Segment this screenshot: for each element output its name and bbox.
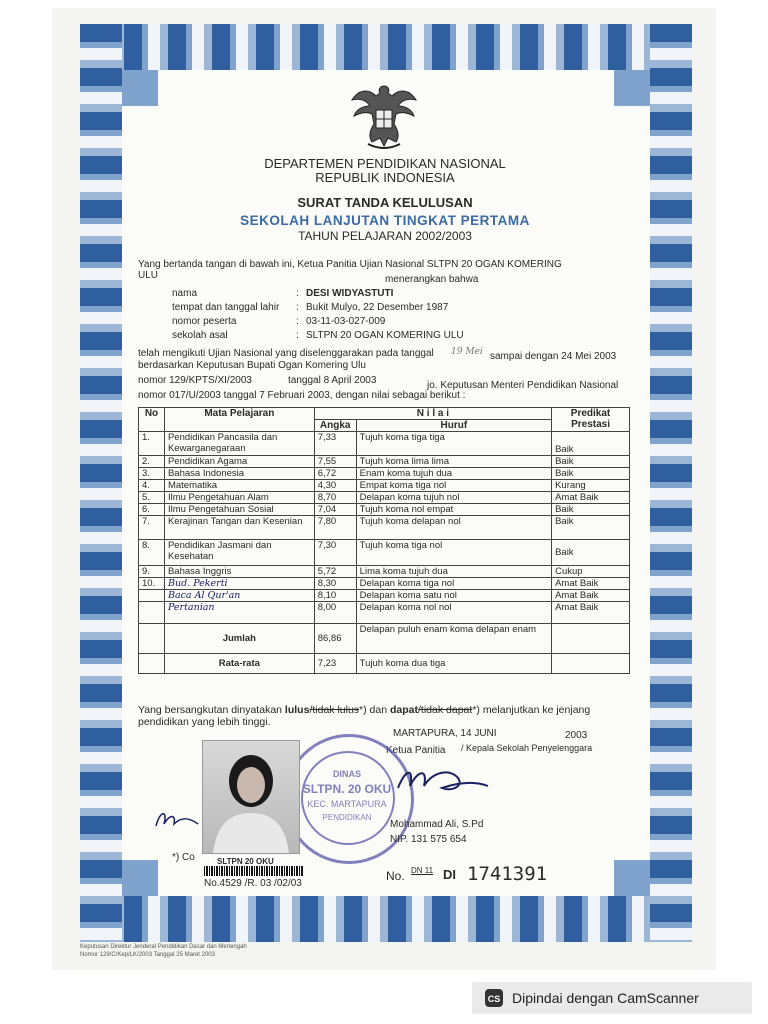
header-huruf: Huruf	[356, 420, 551, 432]
exam-line: jo. Keputusan Menteri Pendidikan Nasional	[427, 380, 619, 391]
table-row	[139, 456, 630, 468]
row-no: 7.	[139, 516, 165, 540]
exam-no-value: 03-11-03-027-009	[306, 316, 386, 327]
stamp-text: DINAS	[332, 769, 362, 779]
result-lulus: lulus	[284, 704, 310, 716]
total-label: Jumlah	[164, 624, 314, 654]
sign-role: / Kepala Sekolah Penyelenggara	[461, 743, 593, 753]
row-no: 4.	[139, 480, 165, 492]
serial-prefix: No.	[386, 869, 405, 883]
signer-name: Mohammad Ali, S.Pd	[390, 819, 484, 830]
principal-signature	[392, 762, 492, 802]
exam-line: sampai dengan 24 Mei 2003	[490, 351, 617, 362]
result-text: Yang bersangkutan dinyatakan	[138, 704, 282, 716]
row-no: 10.	[139, 578, 165, 590]
row-huruf: Tujuh koma tiga tiga	[356, 432, 551, 456]
birth-value: Bukit Mulyo, 22 Desember 1987	[306, 302, 449, 313]
row-subject: Bahasa Indonesia	[164, 468, 314, 480]
row-no	[139, 590, 165, 602]
row-angka: 7,33	[314, 432, 356, 456]
student-signature	[152, 806, 202, 836]
row-no: 8.	[139, 540, 165, 566]
total-angka: 86,86	[314, 624, 356, 654]
row-huruf: Delapan koma nol nol	[356, 602, 551, 624]
row-angka: 4,30	[314, 480, 356, 492]
border-corner	[614, 860, 650, 896]
label-birth: tempat dan tanggal lahir	[172, 302, 280, 313]
sign-year: 2003	[565, 730, 588, 741]
row-angka: 5,72	[314, 566, 356, 578]
row-predikat: Baik	[552, 468, 630, 480]
exam-line: telah mengikuti Ujian Nasional yang diselenggarakan pada tanggal	[138, 348, 434, 359]
result-text: *) dan	[359, 704, 388, 716]
border-corner	[122, 860, 158, 896]
table-row	[139, 432, 630, 456]
average-row	[139, 654, 630, 674]
photo-caption: SLTPN 20 OKU	[217, 857, 274, 866]
row-predikat: Baik	[552, 504, 630, 516]
garuda-emblem-icon	[350, 80, 418, 152]
row-predikat: Baik	[552, 456, 630, 468]
colon: :	[296, 330, 299, 341]
academic-year: TAHUN PELAJARAN 2002/2003	[298, 229, 472, 243]
row-predikat: Kurang	[552, 480, 630, 492]
table-row	[139, 516, 630, 540]
row-angka: 8,30	[314, 578, 356, 590]
row-no	[139, 624, 165, 654]
table-row	[139, 566, 630, 578]
camscanner-icon	[484, 988, 504, 1008]
total-row	[139, 624, 630, 654]
row-no: 1.	[139, 432, 165, 456]
row-predikat	[552, 624, 630, 654]
row-no: 9.	[139, 566, 165, 578]
footnote-mark: *) Co	[172, 852, 195, 863]
row-subject-handwritten: Pertanian	[164, 602, 314, 624]
row-subject: Ilmu Pengetahuan Alam	[164, 492, 314, 504]
header-nilai: N i l a i	[314, 408, 551, 420]
exam-line: nomor 017/U/2003 tanggal 7 Februari 2003, dengan nilai sebagai berikut :	[138, 390, 466, 401]
stamp-text: PENDIDIKAN	[322, 813, 372, 822]
result-line: pendidikan yang lebih tinggi.	[138, 716, 271, 728]
svg-text:CS: CS	[487, 994, 501, 1004]
row-subject: Matematika	[164, 480, 314, 492]
sign-role: Ketua Panitia	[386, 745, 446, 756]
exam-line: nomor 129/KPTS/XI/2003	[138, 375, 252, 386]
row-no: 5.	[139, 492, 165, 504]
serial-series: DI	[443, 867, 456, 882]
serial-number: 1741391	[467, 863, 548, 885]
row-no: 2.	[139, 456, 165, 468]
table-row	[139, 578, 630, 590]
row-subject: Pendidikan Pancasila dan Kewarganegaraan	[164, 432, 314, 456]
signer-nip: NIP. 131 575 654	[390, 834, 467, 845]
result-line	[138, 704, 590, 716]
row-angka: 8,00	[314, 602, 356, 624]
row-predikat: Baik	[552, 516, 630, 540]
result-text: *) melanjutkan ke jenjang	[472, 704, 591, 716]
row-predikat: Baik	[552, 432, 630, 456]
row-angka: 8,10	[314, 590, 356, 602]
camscanner-label: Dipindai dengan CamScanner	[512, 990, 699, 1006]
row-subject: Kerajinan Tangan dan Kesenian	[164, 516, 314, 540]
row-predikat: Amat Baik	[552, 578, 630, 590]
row-no: 6.	[139, 504, 165, 516]
row-angka: 7,80	[314, 516, 356, 540]
row-predikat: Amat Baik	[552, 602, 630, 624]
school-value: SLTPN 20 OGAN KOMERING ULU	[306, 330, 464, 341]
barcode	[204, 866, 304, 876]
row-subject: Bahasa Inggris	[164, 566, 314, 578]
average-angka: 7,23	[314, 654, 356, 674]
intro-line: Yang bertanda tangan di bawah ini, Ketua Panitia Ujian Nasional SLTPN 20 OGAN KOMERING	[138, 259, 562, 270]
row-subject: Pendidikan Jasmani dan Kesehatan	[164, 540, 314, 566]
average-huruf: Tujuh koma dua tiga	[356, 654, 551, 674]
table-row	[139, 540, 630, 566]
photo-ref-no: No.4529 /R. 03 /02/03	[204, 878, 302, 889]
row-huruf: Enam koma tujuh dua	[356, 468, 551, 480]
ministry-name: DEPARTEMEN PENDIDIKAN NASIONAL	[264, 156, 506, 171]
decorative-border-top	[80, 24, 692, 70]
row-huruf: Delapan koma tujuh nol	[356, 492, 551, 504]
header-angka: Angka	[314, 420, 356, 432]
row-angka: 7,04	[314, 504, 356, 516]
colon: :	[296, 316, 299, 327]
row-huruf: Delapan koma satu nol	[356, 590, 551, 602]
stamp-text: SLTPN. 20 OKU	[302, 782, 392, 796]
document-title: SURAT TANDA KELULUSAN	[297, 195, 473, 210]
row-huruf: Tujuh koma delapan nol	[356, 516, 551, 540]
exam-line: tanggal 8 April 2003	[288, 375, 377, 386]
sign-place-date: MARTAPURA, 14 JUNI	[393, 728, 497, 739]
row-subject-handwritten: Bud. Pekerti	[164, 578, 314, 590]
table-row	[139, 504, 630, 516]
row-huruf: Lima koma tujuh dua	[356, 566, 551, 578]
border-corner	[614, 70, 650, 106]
row-predikat: Amat Baik	[552, 590, 630, 602]
table-row	[139, 480, 630, 492]
row-predikat: Baik	[552, 540, 630, 566]
row-angka: 7,55	[314, 456, 356, 468]
decorative-border-right	[650, 24, 692, 942]
header-predikat: Predikat Prestasi	[552, 408, 630, 432]
colon: :	[296, 288, 299, 299]
row-predikat	[552, 654, 630, 674]
row-angka: 7,30	[314, 540, 356, 566]
student-portrait	[203, 741, 299, 853]
table-row	[139, 602, 630, 624]
result-tidak-lulus: /tidak lulus	[309, 704, 360, 716]
row-no: 3.	[139, 468, 165, 480]
row-huruf: Empat koma tiga nol	[356, 480, 551, 492]
result-dapat: dapat	[390, 704, 419, 716]
decree-line: Nomor 129/C/Kep/LK/2003 Tanggal 25 Maret 2003	[80, 952, 215, 958]
decree-line: Keputusan Direktur Jenderal Pendidikan Dasar dan Menengah	[80, 944, 247, 950]
table-row	[139, 492, 630, 504]
table-row	[139, 590, 630, 602]
exam-start-date: 19 Mei	[451, 347, 483, 357]
total-huruf: Delapan puluh enam koma delapan enam	[356, 624, 551, 654]
header-no: No	[139, 408, 165, 432]
decorative-border-left	[80, 24, 122, 942]
label-school: sekolah asal	[172, 330, 228, 341]
intro-line: menerangkan bahwa	[385, 274, 479, 285]
grades-table	[138, 407, 630, 674]
row-huruf: Tujuh koma lima lima	[356, 456, 551, 468]
serial-code: DN 11	[411, 866, 434, 875]
row-no	[139, 654, 165, 674]
row-subject: Ilmu Pengetahuan Sosial	[164, 504, 314, 516]
row-angka: 6,72	[314, 468, 356, 480]
row-no	[139, 602, 165, 624]
result-tidak-dapat: /tidak dapat	[418, 704, 473, 716]
table-row	[139, 468, 630, 480]
intro-line: ULU	[138, 270, 159, 281]
colon: :	[296, 302, 299, 313]
row-angka: 8,70	[314, 492, 356, 504]
row-subject: Pendidikan Agama	[164, 456, 314, 468]
row-subject-handwritten: Baca Al Qur'an	[164, 590, 314, 602]
school-level: SEKOLAH LANJUTAN TINGKAT PERTAMA	[240, 213, 530, 228]
row-huruf: Delapan koma tiga nol	[356, 578, 551, 590]
camscanner-watermark	[472, 982, 752, 1014]
header-subject: Mata Pelajaran	[164, 408, 314, 432]
grades-body	[139, 432, 630, 674]
label-exam-no: nomor peserta	[172, 316, 237, 327]
student-photo	[202, 740, 300, 854]
decorative-border-bottom	[80, 896, 692, 942]
border-corner	[122, 70, 158, 106]
row-predikat: Cukup	[552, 566, 630, 578]
label-name: nama	[172, 288, 198, 299]
stamp-text: KEC. MARTAPURA	[307, 799, 387, 809]
row-huruf: Tujuh koma tiga nol	[356, 540, 551, 566]
row-huruf: Tujuh koma nol empat	[356, 504, 551, 516]
country-name: REPUBLIK INDONESIA	[315, 170, 455, 185]
student-name: DESI WIDYASTUTI	[306, 288, 394, 299]
average-label: Rata-rata	[164, 654, 314, 674]
row-predikat: Amat Baik	[552, 492, 630, 504]
exam-line: berdasarkan Keputusan Bupati Ogan Komering Ulu	[138, 360, 366, 371]
